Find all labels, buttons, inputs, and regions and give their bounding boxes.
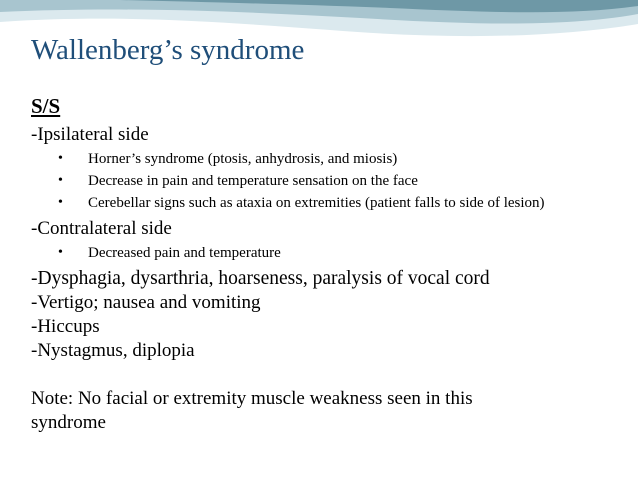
bullet-icon: • xyxy=(58,151,63,166)
list-item xyxy=(58,243,611,263)
symptom-line: -Dysphagia, dysarthria, hoarseness, paralysis of vocal cord xyxy=(31,268,490,289)
symptom-line: -Vertigo; nausea and vomiting xyxy=(31,292,261,313)
list-item xyxy=(58,171,611,191)
list-item-text: Decrease in pain and temperature sensation on the face xyxy=(88,173,418,189)
ipsilateral-label: -Ipsilateral side xyxy=(31,124,149,145)
slide-body xyxy=(31,94,611,435)
slide-title: Wallenberg’s syndrome xyxy=(31,34,305,66)
list-item-text: Horner’s syndrome (ptosis, anhydrosis, and miosis) xyxy=(88,151,398,167)
list-item-text: Decreased pain and temperature xyxy=(88,245,281,261)
ipsilateral-list xyxy=(31,149,611,213)
spacer xyxy=(31,363,611,387)
section-heading: S/S xyxy=(31,94,61,118)
list-item xyxy=(58,149,611,169)
contralateral-list xyxy=(31,243,611,263)
list-item-text: Cerebellar signs such as ataxia on extremities (patient falls to side of lesion) xyxy=(88,195,545,211)
symptom-line: -Nystagmus, diplopia xyxy=(31,340,195,361)
bullet-icon: • xyxy=(58,173,63,188)
note-text: Note: No facial or extremity muscle weakness seen in this syndrome xyxy=(31,388,473,433)
bullet-icon: • xyxy=(58,245,63,260)
symptom-line: -Hiccups xyxy=(31,316,100,337)
bullet-icon: • xyxy=(58,195,63,210)
contralateral-label: -Contralateral side xyxy=(31,218,172,239)
list-item xyxy=(58,193,611,213)
